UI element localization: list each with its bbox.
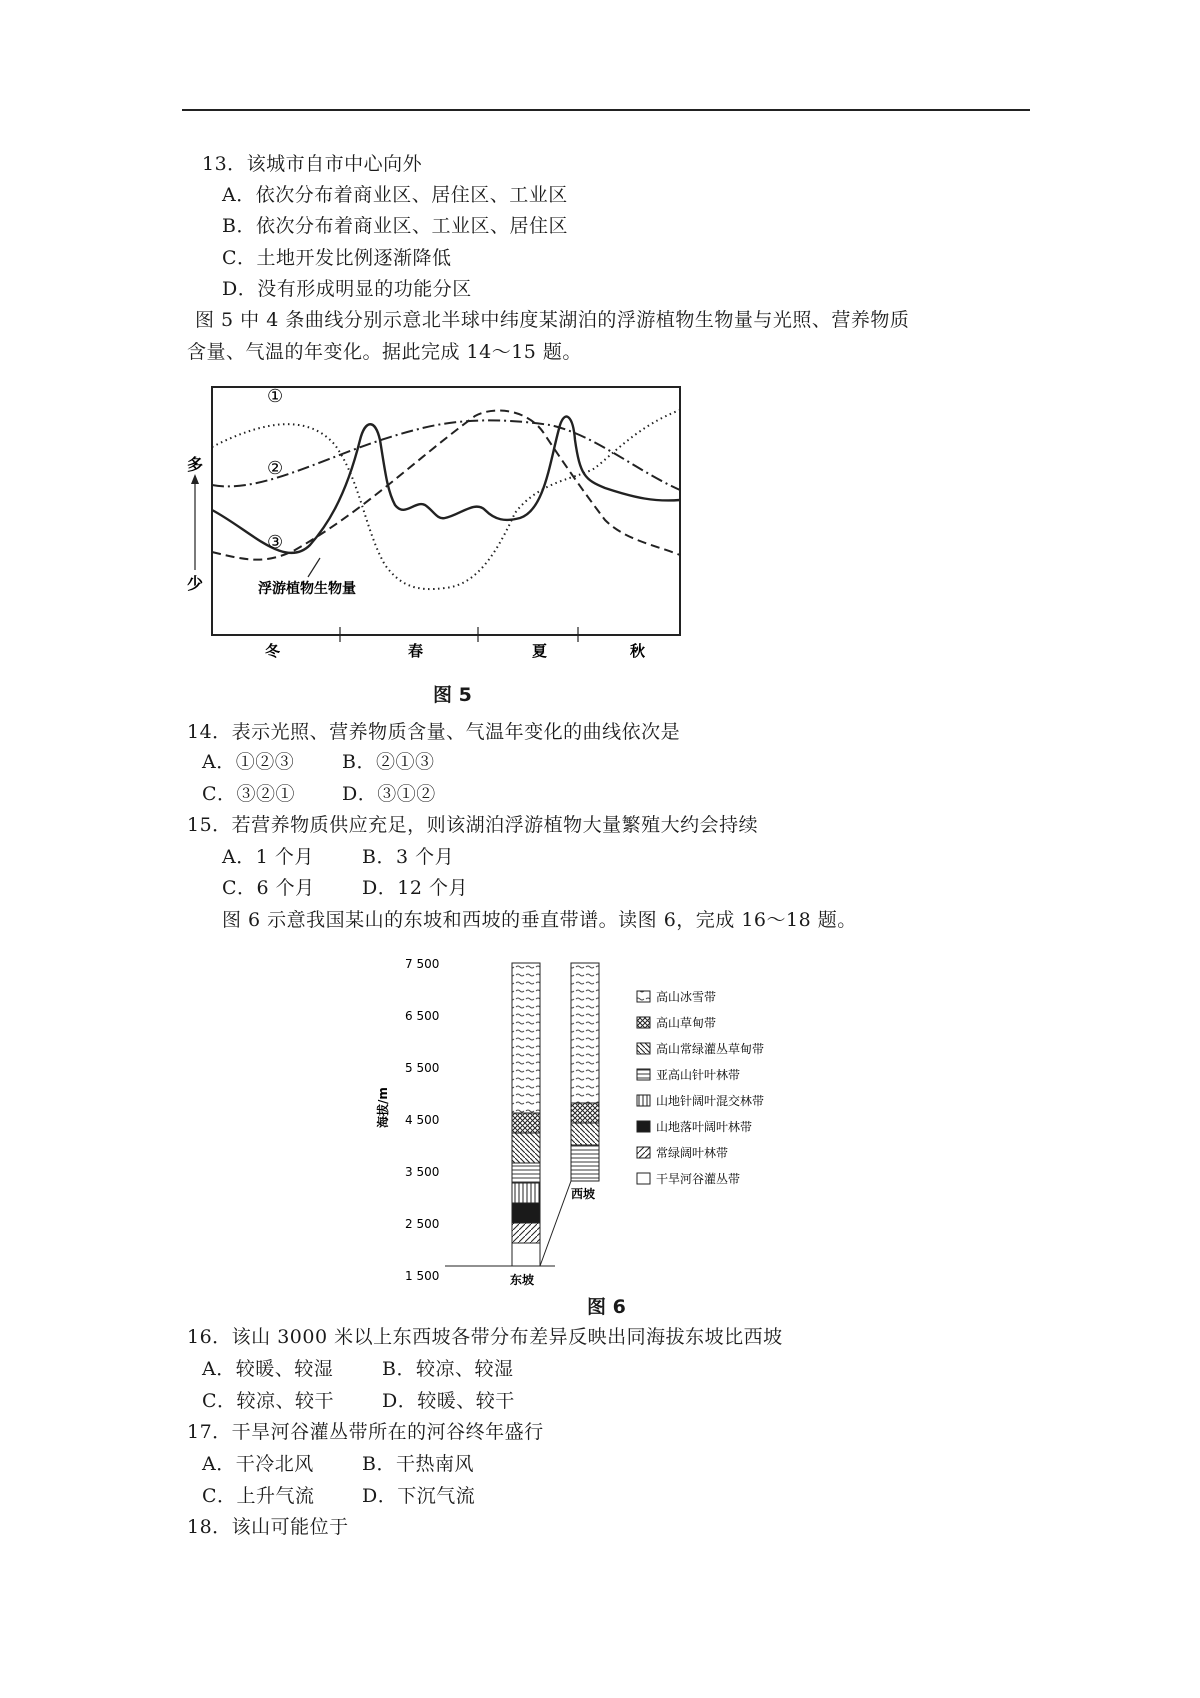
fig5-label-curve-2: ② bbox=[267, 458, 284, 479]
east-band-evergreen bbox=[512, 1223, 540, 1243]
fig5-y-low: 少 bbox=[187, 574, 204, 593]
fig6-intro: 图 6 示意我国某山的东坡和西坡的垂直带谱。读图 6，完成 16～18 题。 bbox=[222, 909, 857, 931]
east-band-snow bbox=[512, 963, 540, 1113]
west-band-shrub-meadow bbox=[571, 1123, 599, 1145]
fig6-ylabel: 海拔/m bbox=[376, 1087, 390, 1128]
fig6-west-label: 西坡 bbox=[571, 1187, 596, 1201]
legend-swatch-evergreen bbox=[637, 1147, 650, 1158]
east-band-deciduous bbox=[512, 1203, 540, 1223]
fig5-label-curve-1: ① bbox=[267, 386, 284, 407]
fig5-season-summer: 夏 bbox=[532, 642, 548, 660]
east-band-shrub-meadow bbox=[512, 1133, 540, 1163]
q17-stem: 17．干旱河谷灌丛带所在的河谷终年盛行 bbox=[187, 1421, 544, 1443]
q13-option-b: B．依次分布着商业区、工业区、居住区 bbox=[222, 215, 568, 237]
q14-option-a: A．①②③ bbox=[202, 751, 295, 773]
fig6-east-column bbox=[512, 963, 540, 1266]
q14-option-c: C．③②① bbox=[202, 783, 296, 805]
fig6-tick-3500: 3 500 bbox=[405, 1165, 440, 1179]
fig5-caption: 图 5 bbox=[433, 684, 472, 706]
q16-option-b: B．较凉、较湿 bbox=[382, 1358, 514, 1380]
legend-label-deciduous: 山地落叶阔叶林带 bbox=[656, 1120, 753, 1134]
q17-option-b: B．干热南风 bbox=[362, 1453, 474, 1475]
fig6-tick-4500: 4 500 bbox=[405, 1113, 440, 1127]
legend-swatch-mixed bbox=[637, 1095, 650, 1106]
fig6-tick-6500: 6 500 bbox=[405, 1009, 440, 1023]
fig5-season-autumn: 秋 bbox=[630, 642, 646, 660]
q13-option-c: C．土地开发比例逐渐降低 bbox=[222, 247, 452, 269]
legend-swatch-conifer bbox=[637, 1069, 650, 1080]
west-band-conifer bbox=[571, 1145, 599, 1181]
q16-option-a: A．较暖、较湿 bbox=[202, 1358, 334, 1380]
q13-option-a: A．依次分布着商业区、居住区、工业区 bbox=[222, 184, 568, 206]
q14-stem: 14．表示光照、营养物质含量、气温年变化的曲线依次是 bbox=[187, 721, 681, 743]
legend-swatch-deciduous bbox=[637, 1121, 650, 1132]
legend-label-shrub-meadow: 高山常绿灌丛草甸带 bbox=[656, 1042, 765, 1056]
fig6-tick-1500: 1 500 bbox=[405, 1269, 440, 1283]
q17-option-a: A．干冷北风 bbox=[202, 1453, 314, 1475]
fig6-tick-7500: 7 500 bbox=[405, 957, 440, 971]
fig6-tick-5500: 5 500 bbox=[405, 1061, 440, 1075]
legend-label-arid: 干旱河谷灌丛带 bbox=[656, 1172, 741, 1186]
q15-option-a: A．1 个月 bbox=[222, 846, 314, 868]
legend-label-mixed: 山地针阔叶混交林带 bbox=[656, 1094, 765, 1108]
q14-option-d: D．③①② bbox=[342, 783, 436, 805]
legend-swatch-meadow bbox=[637, 1017, 650, 1028]
figure-5 bbox=[185, 380, 705, 710]
legend-swatch-arid bbox=[637, 1173, 650, 1184]
q17-option-d: D．下沉气流 bbox=[362, 1485, 476, 1507]
q16-option-d: D．较暖、较干 bbox=[382, 1390, 515, 1412]
legend-label-snow: 高山冰雪带 bbox=[656, 990, 717, 1004]
fig5-label-curve-3: ③ bbox=[267, 532, 284, 553]
figure-6 bbox=[376, 948, 825, 1288]
east-band-arid bbox=[512, 1243, 540, 1266]
fig5-plankton-pointer bbox=[308, 558, 320, 577]
legend-label-conifer: 亚高山针叶林带 bbox=[656, 1068, 741, 1082]
fig5-curve-1 bbox=[212, 410, 680, 589]
fig6-legend bbox=[637, 989, 764, 1186]
fig6-west-column bbox=[571, 963, 599, 1181]
q15-option-c: C．6 个月 bbox=[222, 877, 315, 899]
fig5-intro-line2: 含量、气温的年变化。据此完成 14～15 题。 bbox=[187, 341, 582, 363]
legend-label-evergreen: 常绿阔叶林带 bbox=[656, 1146, 729, 1160]
west-band-snow bbox=[571, 963, 599, 1103]
fig5-y-arrowhead bbox=[191, 474, 199, 484]
q13-option-d: D．没有形成明显的功能分区 bbox=[222, 278, 472, 300]
fig6-east-label: 东坡 bbox=[510, 1273, 535, 1287]
legend-swatch-snow bbox=[637, 991, 650, 1002]
q15-option-d: D．12 个月 bbox=[362, 877, 468, 899]
fig5-season-spring: 春 bbox=[408, 642, 424, 660]
header-rule bbox=[182, 109, 1030, 111]
fig5-y-high: 多 bbox=[187, 455, 204, 474]
q13-stem: 13．该城市自市中心向外 bbox=[202, 153, 423, 175]
fig6-tick-2500: 2 500 bbox=[405, 1217, 440, 1231]
east-band-conifer bbox=[512, 1163, 540, 1183]
legend-label-meadow: 高山草甸带 bbox=[656, 1016, 717, 1030]
east-band-meadow bbox=[512, 1113, 540, 1133]
fig6-slope-line bbox=[540, 1181, 571, 1266]
q16-option-c: C．较凉、较干 bbox=[202, 1390, 335, 1412]
fig5-season-winter: 冬 bbox=[265, 642, 281, 660]
fig6-caption: 图 6 bbox=[587, 1296, 626, 1318]
fig5-intro-line1: 图 5 中 4 条曲线分别示意北半球中纬度某湖泊的浮游植物生物量与光照、营养物质 bbox=[195, 309, 910, 331]
east-band-mixed bbox=[512, 1183, 540, 1203]
q15-option-b: B．3 个月 bbox=[362, 846, 455, 868]
fig5-plankton-label: 浮游植物生物量 bbox=[258, 581, 356, 597]
legend-swatch-shrub-meadow bbox=[637, 1043, 650, 1054]
q16-stem: 16．该山 3000 米以上东西坡各带分布差异反映出同海拔东坡比西坡 bbox=[187, 1326, 783, 1348]
west-band-meadow bbox=[571, 1103, 599, 1123]
q15-stem: 15．若营养物质供应充足，则该湖泊浮游植物大量繁殖大约会持续 bbox=[187, 814, 759, 836]
q14-option-b: B．②①③ bbox=[342, 751, 435, 773]
q18-stem: 18．该山可能位于 bbox=[187, 1516, 349, 1538]
fig5-curve-2 bbox=[212, 420, 680, 490]
q17-option-c: C．上升气流 bbox=[202, 1485, 315, 1507]
